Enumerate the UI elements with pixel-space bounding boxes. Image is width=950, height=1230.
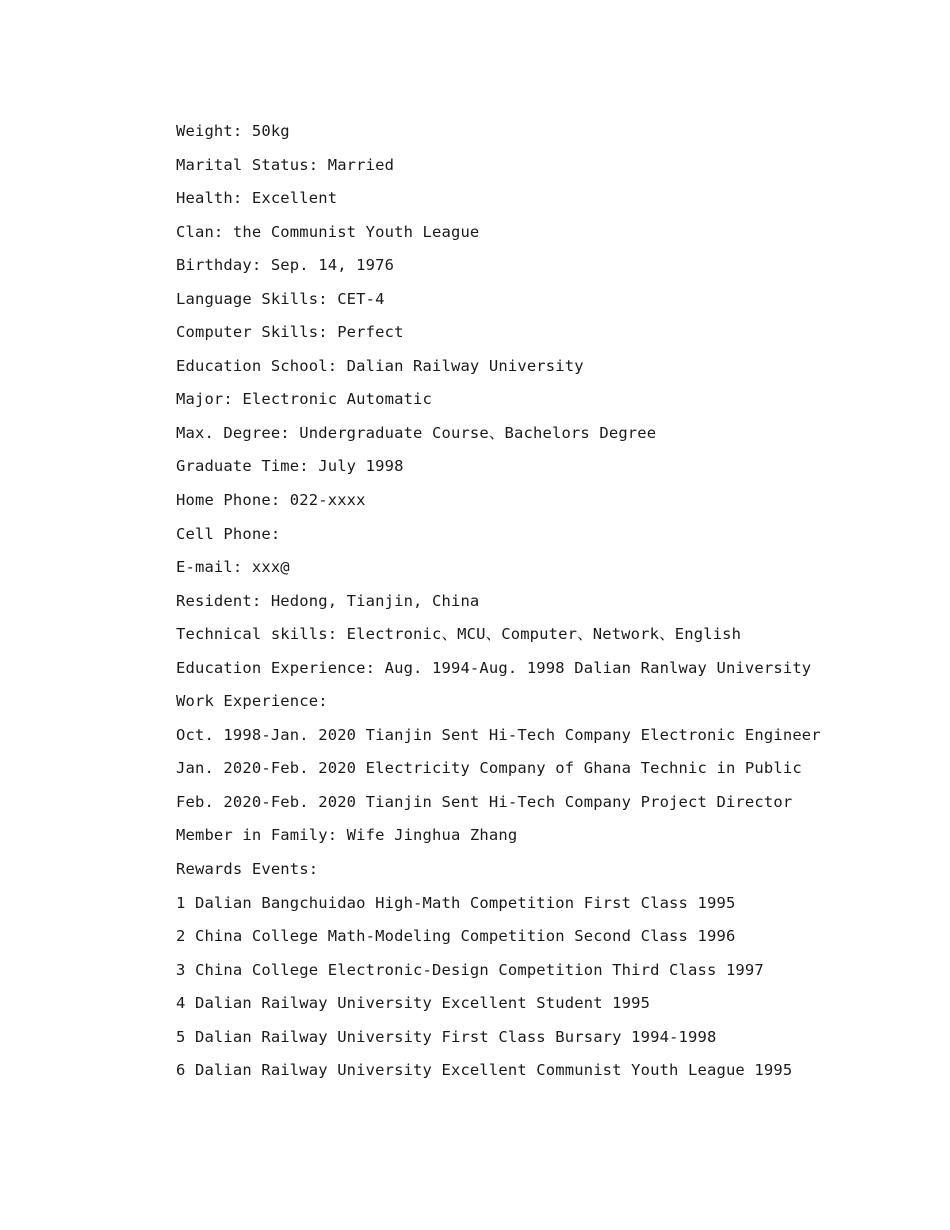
language-skills-line: Language Skills: CET-4 xyxy=(176,289,385,308)
computer-skills-line: Computer Skills: Perfect xyxy=(176,323,404,342)
work-experience-item: Jan. 2020-Feb. 2020 Electricity Company of Ghana Technic in Public xyxy=(176,759,802,778)
work-experience-heading: Work Experience: xyxy=(176,692,328,711)
cell-phone-line: Cell Phone: xyxy=(176,524,281,543)
resident-line: Resident: Hedong, Tianjin, China xyxy=(176,591,480,610)
work-experience-item: Oct. 1998-Jan. 2020 Tianjin Sent Hi-Tech Company Electronic Engineer xyxy=(176,725,821,744)
reward-item: 6 Dalian Railway University Excellent Communist Youth League 1995 xyxy=(176,1061,793,1080)
major-line: Major: Electronic Automatic xyxy=(176,390,433,409)
graduate-time-line: Graduate Time: July 1998 xyxy=(176,457,404,476)
reward-item: 2 China College Math-Modeling Competition Second Class 1996 xyxy=(176,927,736,946)
home-phone-line: Home Phone: 022-xxxx xyxy=(176,491,366,510)
technical-skills-line: Technical skills: Electronic、MCU、Computer、Network、English xyxy=(176,625,742,644)
education-school-line: Education School: Dalian Railway University xyxy=(176,356,584,375)
reward-item: 3 China College Electronic-Design Competition Third Class 1997 xyxy=(176,960,764,979)
reward-item: 4 Dalian Railway University Excellent Student 1995 xyxy=(176,994,651,1013)
max-degree-line: Max. Degree: Undergraduate Course、Bachelors Degree xyxy=(176,423,657,442)
family-member-line: Member in Family: Wife Jinghua Zhang xyxy=(176,826,518,845)
work-experience-item: Feb. 2020-Feb. 2020 Tianjin Sent Hi-Tech Company Project Director xyxy=(176,792,793,811)
marital-status-line: Marital Status: Married xyxy=(176,155,395,174)
email-line: E-mail: xxx@ xyxy=(176,558,290,577)
clan-line: Clan: the Communist Youth League xyxy=(176,222,480,241)
reward-item: 1 Dalian Bangchuidao High-Math Competition First Class 1995 xyxy=(176,893,736,912)
education-experience-line: Education Experience: Aug. 1994-Aug. 1998 Dalian Ranlway University xyxy=(176,658,812,677)
health-line: Health: Excellent xyxy=(176,189,338,208)
resume-body xyxy=(176,118,936,1091)
birthday-line: Birthday: Sep. 14, 1976 xyxy=(176,256,395,275)
rewards-events-heading: Rewards Events: xyxy=(176,860,319,879)
reward-item: 5 Dalian Railway University First Class Bursary 1994-1998 xyxy=(176,1027,717,1046)
weight-line: Weight: 50kg xyxy=(176,122,290,140)
